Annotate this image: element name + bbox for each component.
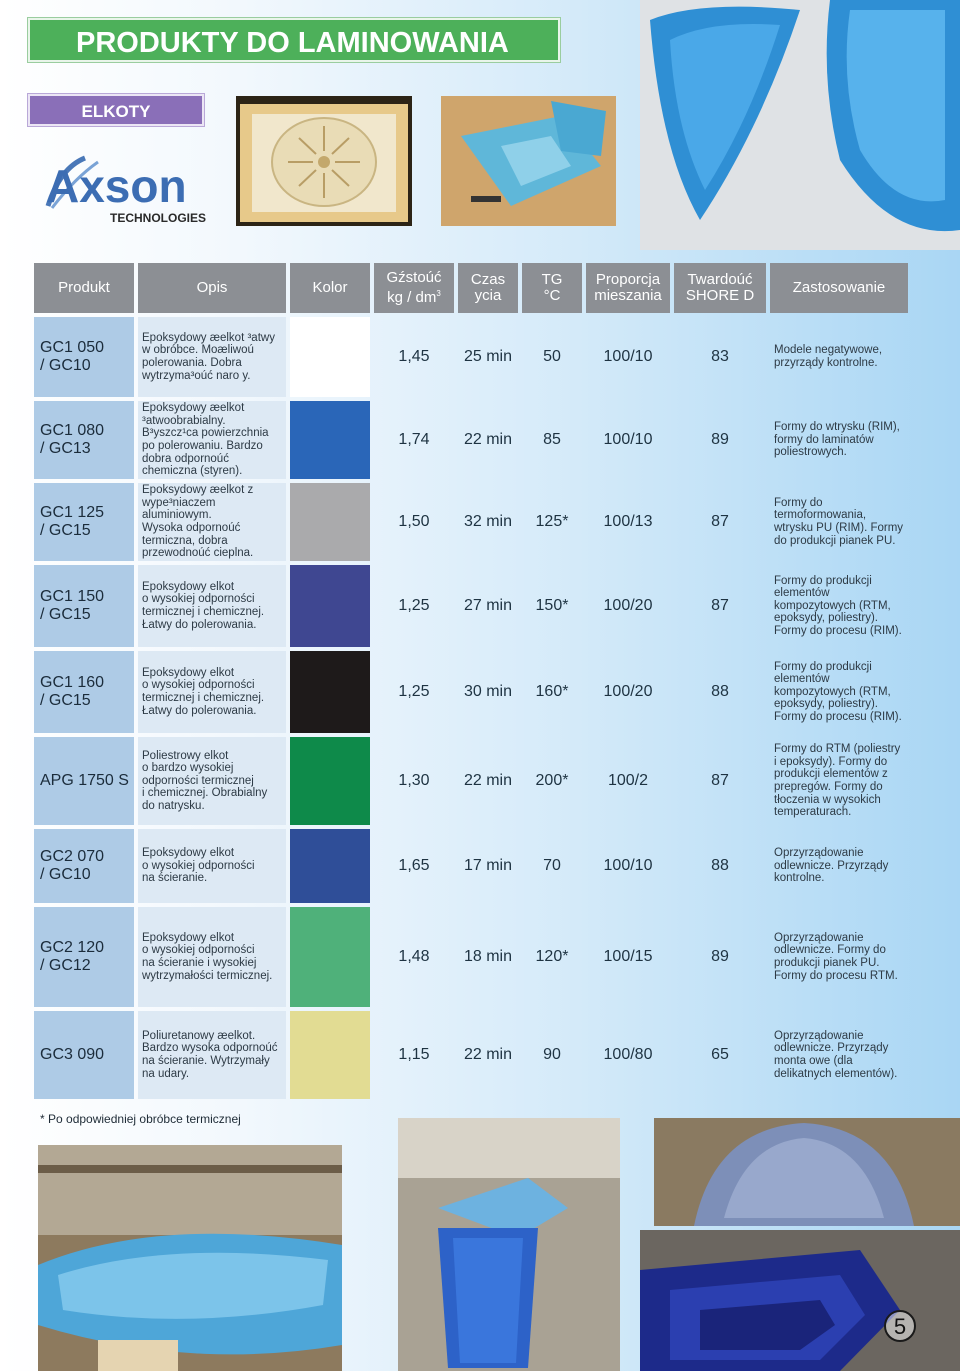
header-czas-l1: Czas [470,271,506,288]
product-code-line: / GC15 [40,522,91,539]
color-swatch [290,401,370,479]
value-czas: 22 min [463,1046,513,1063]
value-tg: 50 [543,348,561,365]
product-description-line: wytrzymałości termicznej. [142,969,273,982]
header-zastosowanie: Zastosowanie [770,263,908,313]
product-application-line: termoformowania, [774,509,867,522]
product-description-line: i chemicznej. Obrabialny [142,787,268,800]
header-proporcja-l2: mieszania [594,287,662,304]
product-description-line: termicznej i chemicznej. [142,692,265,704]
product-application-line: epoksydy, poliestry). [774,698,878,711]
product-application-line: kontrolne. [774,872,825,885]
product-application-line: odlewnicze. Formy do [774,944,886,957]
color-swatch [290,651,370,733]
product-description [138,829,286,903]
color-swatch [290,829,370,903]
table-row [34,317,908,397]
product-description-line: na ścieranie i wysokiej [142,957,257,969]
product-description-line: Łatwy do polerowania. [142,704,257,717]
value-twardosc: 87 [711,597,729,614]
product-description [138,737,286,825]
product-description [138,565,286,647]
category-label: ELKOTY [28,94,204,126]
product-application-line: i epoksydy). Formy do [774,755,888,768]
photo-dark-mold [640,1230,960,1371]
product-application-line: Formy do produkcji [774,574,872,587]
product-application-line: przyrządy kontrolne. [774,357,878,369]
product-application [770,401,908,479]
value-twardosc: 87 [711,772,729,789]
header-proporcja [586,263,670,313]
product-application-line: prepregów. Formy do [774,781,883,793]
value-proporcja: 100/80 [603,1046,653,1063]
product-description [138,483,286,561]
product-description-line: Epoksydowy elkot [142,847,235,860]
header-opis: Opis [138,263,286,313]
value-tg: 85 [543,431,561,448]
value-proporcja: 100/10 [603,431,653,448]
value-twardosc: 89 [711,948,729,965]
header-gestosc-l2: kg / dm [387,289,437,306]
product-application-line: temperaturach. [774,806,852,819]
product-description [138,651,286,733]
product-code-line: GC3 090 [40,1046,105,1063]
value-tg: 160* [535,683,569,700]
product-code-line: GC1 125 [40,504,105,521]
product-application [770,565,908,647]
value-twardosc: 83 [711,348,729,365]
value-tg: 120* [535,948,569,965]
photo-workshop-boat [38,1145,342,1371]
table-row [34,829,908,903]
value-gestosc: 1,45 [398,348,430,365]
header-czas [458,263,518,313]
header-proporcja-l1: Proporcja [595,271,661,288]
product-description-line: Epoksydowy elkot [142,666,235,679]
color-swatch [290,1011,370,1099]
color-swatch [290,907,370,1007]
header-gestosc-sup: 3 [436,289,441,298]
product-application-line: Formy do procesu (RIM). [774,710,902,723]
product-code-line: / GC10 [40,866,91,883]
product-code [34,401,134,479]
product-code [34,317,134,397]
value-czas: 17 min [463,857,513,874]
product-code-line: GC1 050 [40,339,105,356]
product-code-line: / GC15 [40,692,91,709]
value-gestosc: 1,25 [398,683,430,700]
product-application [770,317,908,397]
product-application-line: poliestrowych. [774,446,847,459]
product-application-line: monta owe (dla [774,1055,853,1067]
product-description-line: o wysokiej odporności [142,859,255,872]
header-tg [522,263,582,313]
product-code-line: / GC12 [40,957,91,974]
product-application-line: wtrysku PU (RIM). Formy [774,522,904,534]
product-application-line: Oprzyrządowanie [774,1029,864,1042]
value-gestosc: 1,48 [398,948,430,965]
product-application-line: kompozytowych (RTM, [774,685,891,698]
product-application-line: Formy do produkcji [774,660,872,673]
product-description-line: Łatwy do polerowania. [142,618,257,631]
header-produkt: Produkt [34,263,134,313]
header-czas-l2: ycia [474,287,502,304]
product-description-line: Epoksydowy elkot [142,931,235,944]
value-gestosc: 1,65 [398,857,430,874]
color-swatch [290,317,370,397]
header-tg-l1: TG [541,271,563,288]
axson-logo [40,148,210,228]
value-czas: 32 min [463,513,513,530]
value-gestosc: 1,25 [398,597,430,614]
header-twardosc-l2: SHORE D [685,287,755,304]
value-czas: 25 min [463,348,513,365]
product-code-line: / GC13 [40,440,91,457]
product-description [138,907,286,1007]
value-gestosc: 1,74 [398,431,430,448]
value-proporcja: 100/10 [603,348,653,365]
value-proporcja: 100/20 [603,597,653,614]
value-proporcja: 100/20 [603,683,653,700]
product-description-line: ³atwoobrabialny. [142,414,226,427]
value-czas: 30 min [463,683,513,700]
value-gestosc: 1,15 [398,1046,430,1063]
table-row [34,907,908,1007]
product-code-line: APG 1750 S [40,772,129,789]
color-swatch [290,565,370,647]
product-code-line: / GC10 [40,357,91,374]
product-description-line: Epoksydowy æelkot ³atwy [142,331,275,344]
color-swatch [290,737,370,825]
product-application-line: odlewnicze. Przyrządy [774,859,889,872]
product-application [770,737,908,825]
photo-dome-mold [654,1118,960,1226]
value-tg: 125* [535,513,569,530]
product-code-line: GC2 120 [40,939,105,956]
product-application-line: Formy do [774,496,823,509]
product-application-line: Formy do procesu RTM. [774,969,898,982]
product-description-line: odporności termicznej [142,774,254,787]
product-application-line: odlewnicze. Przyrządy [774,1042,889,1055]
product-code [34,737,134,825]
product-description [138,401,286,479]
product-application-line: Modele negatywowe, [774,344,883,357]
photo-mold-round [236,96,412,226]
product-application [770,651,908,733]
product-description-line: dobra odpornoúć [142,452,229,465]
product-code [34,565,134,647]
product-description-line: wype³niaczem aluminiowym. [142,496,216,522]
table-header-row [34,263,908,313]
value-tg: 200* [535,772,569,789]
product-application [770,1011,908,1099]
header-gestosc-l1: Gźstoúć [386,269,442,286]
product-description-line: wytrzyma³oúć naro y. [142,369,251,382]
header-twardosc-l1: Twardoúć [687,271,753,288]
value-twardosc: 87 [711,513,729,530]
product-application-line: formy do laminatów [774,433,874,446]
table-row [34,401,908,479]
product-description-line: o bardzo wysokiej [142,762,234,775]
photo-boat-mold [640,0,960,250]
product-code-line: / GC15 [40,606,91,623]
header-twardosc [674,263,766,313]
product-application [770,829,908,903]
product-code [34,829,134,903]
product-application-line: Formy do procesu (RIM). [774,624,902,637]
value-twardosc: 65 [711,1046,729,1063]
product-application-line: tłoczenia w wysokich [774,793,881,806]
product-description-line: Poliuretanowy æelkot. [142,1029,256,1042]
value-tg: 90 [543,1046,561,1063]
product-application-line: produkcji pianek PU. [774,957,880,969]
table-row [34,651,908,733]
product-description-line: polerowania. Dobra [142,357,242,369]
product-description-line: B³yszcz¹ca powierzchnia [142,427,269,440]
photo-mold-blue [441,96,616,226]
value-tg: 70 [543,857,561,874]
value-proporcja: 100/10 [603,857,653,874]
product-application-line: do produkcji pianek PU. [774,534,896,547]
product-application-line: Formy do RTM (poliestry [774,743,901,756]
product-description-line: w obróbce. Moæliwoú [142,344,254,357]
product-table [30,259,912,1103]
product-application-line: elementów [774,673,830,686]
page-number: 5 [884,1310,916,1342]
product-description-line: o wysokiej odporności [142,679,255,692]
product-description-line: Epoksydowy æelkot [142,402,245,415]
product-description-line: do natrysku. [142,799,205,812]
color-swatch [290,483,370,561]
product-application [770,907,908,1007]
svg-text:TECHNOLOGIES: TECHNOLOGIES [110,211,207,225]
table-row [34,565,908,647]
product-description-line: Bardzo wysoka odpornoúć [142,1042,278,1055]
table-row [34,737,908,825]
product-application-line: produkcji elementów z [774,768,888,781]
header-gestosc [374,263,454,313]
product-code [34,651,134,733]
value-twardosc: 88 [711,683,729,700]
product-application-line: elementów [774,587,830,600]
value-twardosc: 88 [711,857,729,874]
table-row [34,483,908,561]
product-description-line: po polerowaniu. Bardzo [142,440,263,452]
product-description-line: o wysokiej odporności [142,593,255,606]
product-description-line: Epoksydowy elkot [142,580,235,593]
product-application-line: Oprzyrządowanie [774,847,864,860]
product-description-line: termiczna, dobra [142,534,228,547]
product-code-line: GC1 150 [40,588,105,605]
product-code-line: GC1 160 [40,674,105,691]
product-description [138,317,286,397]
value-gestosc: 1,50 [398,513,430,530]
svg-text:Axson: Axson [46,160,187,212]
product-application-line: Oprzyrządowanie [774,931,864,944]
value-gestosc: 1,30 [398,772,430,789]
product-application [770,483,908,561]
header-kolor: Kolor [290,263,370,313]
product-description-line: na ścieranie. Wytrzymały [142,1055,270,1067]
header-tg-l2: °C [543,287,561,304]
product-description-line: na udary. [142,1067,190,1080]
page-title: PRODUKTY DO LAMINOWANIA [28,18,560,62]
table-row [34,1011,908,1099]
product-application-line: Formy do wtrysku (RIM), [774,421,900,434]
product-description-line: termicznej i chemicznej. [142,606,265,618]
value-czas: 18 min [463,948,513,965]
product-application-line: delikatnych elementów). [774,1067,898,1080]
value-czas: 22 min [463,431,513,448]
footnote: * Po odpowiedniej obróbce termicznej [40,1112,241,1126]
value-twardosc: 89 [711,431,729,448]
value-tg: 150* [535,597,569,614]
product-description-line: Epoksydowy æelkot z [142,484,254,497]
product-description-line: o wysokiej odporności [142,944,255,957]
product-description-line: przewodnoúć cieplna. [142,547,254,560]
value-czas: 27 min [463,597,513,614]
product-code-line: GC1 080 [40,422,105,439]
value-czas: 22 min [463,772,513,789]
product-description-line: chemiczna (styren). [142,465,243,478]
value-proporcja: 100/13 [603,513,653,530]
product-code [34,907,134,1007]
product-application-line: epoksydy, poliestry). [774,612,878,625]
photo-blue-tank [398,1118,620,1371]
value-proporcja: 100/15 [603,948,653,965]
value-proporcja: 100/2 [607,772,649,789]
product-description [138,1011,286,1099]
product-description-line: Wysoka odpornoúć [142,522,241,534]
product-description-line: na ścieranie. [142,872,208,885]
product-code-line: GC2 070 [40,848,105,865]
product-code [34,483,134,561]
product-code [34,1011,134,1099]
product-description-line: Poliestrowy elkot [142,749,229,762]
product-application-line: kompozytowych (RTM, [774,599,891,612]
